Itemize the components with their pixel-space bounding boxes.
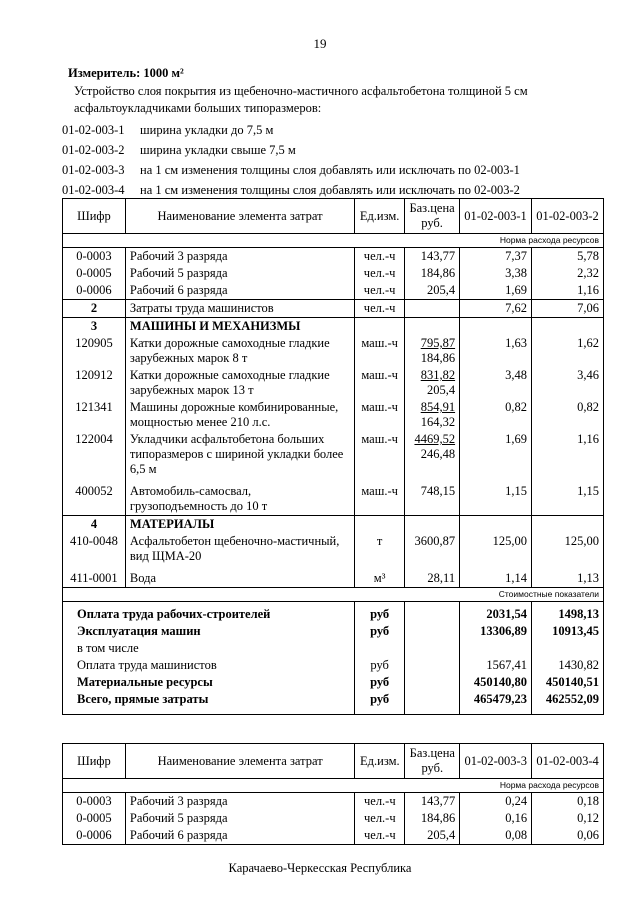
code-id: 01-02-003-4 — [62, 183, 125, 197]
row-value-1: 7,62 — [460, 300, 532, 318]
price-operator: 246,48 — [420, 447, 456, 461]
total-value-2: 462552,09 — [532, 691, 604, 715]
total-name: Материальные ресурсы — [63, 674, 355, 691]
price-operator: 164,32 — [420, 415, 456, 429]
row-name: Укладчики асфальтобетона больших типоразмеров с шириной укладки более 6,5 м — [125, 431, 354, 478]
row-code: 0-0003 — [63, 793, 126, 811]
code-text: ширина укладки до 7,5 м — [140, 123, 274, 137]
table-row-operators — [63, 300, 604, 318]
row-unit: маш.-ч — [355, 431, 405, 478]
row-unit: м³ — [355, 565, 405, 588]
row-value-1: 0,82 — [460, 399, 532, 431]
row-name: Рабочий 3 разряда — [125, 793, 354, 811]
code-text: на 1 см изменения толщины слоя добавлять или исключать по 02-003-2 — [140, 183, 520, 197]
row-unit: маш.-ч — [355, 478, 405, 516]
total-value-2: 1430,82 — [532, 657, 604, 674]
table-row — [63, 335, 604, 367]
row-name: Рабочий 6 разряда — [125, 282, 354, 300]
row-price: 28,11 — [405, 565, 460, 588]
total-row — [63, 691, 604, 715]
header-col-1: 01-02-003-1 — [460, 199, 532, 234]
norm-label-row — [63, 234, 604, 248]
total-name: Оплата труда рабочих-строителей — [63, 602, 355, 624]
row-code: 411-0001 — [63, 565, 126, 588]
row-value-2: 1,16 — [532, 282, 604, 300]
total-value-2 — [532, 640, 604, 657]
row-code: 0-0005 — [63, 810, 126, 827]
total-value-1: 1567,41 — [460, 657, 532, 674]
row-code: 410-0048 — [63, 533, 126, 565]
row-code: 0-0006 — [63, 827, 126, 845]
price-operator: 205,4 — [426, 383, 456, 397]
measure-unit: Измеритель: 1000 м² — [68, 66, 184, 80]
row-name: Вода — [125, 565, 354, 588]
header-unit: Ед.изм. — [355, 199, 405, 234]
price-main: 854,91 — [420, 400, 456, 414]
row-value-2: 0,18 — [532, 793, 604, 811]
total-row — [63, 657, 604, 674]
document-header — [62, 65, 602, 117]
row-unit: маш.-ч — [355, 367, 405, 399]
row-value-2: 1,62 — [532, 335, 604, 367]
section-row-materials — [63, 516, 604, 534]
total-row — [63, 623, 604, 640]
table-row — [63, 810, 604, 827]
table-row — [63, 265, 604, 282]
row-code: 400052 — [63, 478, 126, 516]
total-value-1: 13306,89 — [460, 623, 532, 640]
row-value-2: 1,15 — [532, 478, 604, 516]
row-value-1: 1,69 — [460, 282, 532, 300]
row-value-2: 7,06 — [532, 300, 604, 318]
table-row — [63, 533, 604, 565]
row-unit: маш.-ч — [355, 335, 405, 367]
header-col-2: 01-02-003-4 — [532, 744, 604, 779]
row-code: 0-0006 — [63, 282, 126, 300]
total-value-1: 465479,23 — [460, 691, 532, 715]
total-value-1: 450140,80 — [460, 674, 532, 691]
table-header-row — [63, 744, 604, 779]
row-price: 748,15 — [405, 478, 460, 516]
page-number: 19 — [313, 36, 327, 51]
row-code: 120905 — [63, 335, 126, 367]
code-item — [62, 160, 520, 180]
row-name: Рабочий 5 разряда — [125, 265, 354, 282]
row-unit: чел.-ч — [355, 793, 405, 811]
row-code: 0-0005 — [63, 265, 126, 282]
table-header-row — [63, 199, 604, 234]
cost-label: Стоимостные показатели — [63, 588, 604, 602]
row-value-1: 1,63 — [460, 335, 532, 367]
price-main: 831,82 — [420, 368, 456, 382]
total-value-1 — [460, 640, 532, 657]
table-row — [63, 431, 604, 478]
total-unit: руб — [355, 691, 405, 715]
total-row — [63, 674, 604, 691]
row-value-1: 0,16 — [460, 810, 532, 827]
row-value-2: 0,12 — [532, 810, 604, 827]
row-value-2: 3,46 — [532, 367, 604, 399]
row-name: Катки дорожные самоходные гладкие зарубежных марок 8 т — [125, 335, 354, 367]
row-value-2: 2,32 — [532, 265, 604, 282]
price-operator: 184,86 — [420, 351, 456, 365]
row-value-2: 125,00 — [532, 533, 604, 565]
total-name: Эксплуатация машин — [63, 623, 355, 640]
row-code: 2 — [63, 300, 126, 318]
row-value-1: 1,69 — [460, 431, 532, 478]
header-price: Баз.цена руб. — [405, 744, 460, 779]
resource-table-2 — [62, 743, 604, 845]
row-price: 143,77 — [405, 248, 460, 266]
row-code: 121341 — [63, 399, 126, 431]
total-name: Оплата труда машинистов — [63, 657, 355, 674]
total-row — [63, 640, 604, 657]
row-price — [405, 300, 460, 318]
row-name: Рабочий 5 разряда — [125, 810, 354, 827]
cost-label-row — [63, 588, 604, 602]
total-value-2: 10913,45 — [532, 623, 604, 640]
total-value-2: 1498,13 — [532, 602, 604, 624]
row-unit: чел.-ч — [355, 265, 405, 282]
code-text: ширина укладки свыше 7,5 м — [140, 143, 296, 157]
header-code: Шифр — [63, 744, 126, 779]
row-name: Затраты труда машинистов — [125, 300, 354, 318]
row-value-1: 125,00 — [460, 533, 532, 565]
total-name: Всего, прямые затраты — [63, 691, 355, 715]
price-main: 4469,52 — [414, 432, 456, 446]
table-row — [63, 793, 604, 811]
row-price — [405, 399, 460, 431]
header-col-1: 01-02-003-3 — [460, 744, 532, 779]
table-row — [63, 248, 604, 266]
row-unit: маш.-ч — [355, 399, 405, 431]
section-code: 3 — [63, 318, 126, 336]
header-unit: Ед.изм. — [355, 744, 405, 779]
code-text: на 1 см изменения толщины слоя добавлять или исключать по 02-003-1 — [140, 163, 520, 177]
code-item — [62, 180, 520, 200]
header-col-2: 01-02-003-2 — [532, 199, 604, 234]
total-row — [63, 602, 604, 624]
resource-table-1 — [62, 198, 604, 715]
total-unit: руб — [355, 674, 405, 691]
row-value-2: 0,82 — [532, 399, 604, 431]
region-footer: Карачаево-Черкесская Республика — [228, 861, 412, 875]
row-unit: чел.-ч — [355, 300, 405, 318]
table-row — [63, 399, 604, 431]
header-code: Шифр — [63, 199, 126, 234]
row-price: 3600,87 — [405, 533, 460, 565]
row-value-2: 0,06 — [532, 827, 604, 845]
table-row — [63, 565, 604, 588]
row-unit: чел.-ч — [355, 827, 405, 845]
row-price: 205,4 — [405, 282, 460, 300]
row-value-1: 0,24 — [460, 793, 532, 811]
row-price: 184,86 — [405, 810, 460, 827]
row-name: Машины дорожные комбинированные, мощностью менее 210 л.с. — [125, 399, 354, 431]
total-name: в том числе — [63, 640, 355, 657]
total-value-2: 450140,51 — [532, 674, 604, 691]
row-price: 205,4 — [405, 827, 460, 845]
row-value-1: 7,37 — [460, 248, 532, 266]
row-price — [405, 431, 460, 478]
norm-label-row — [63, 779, 604, 793]
section-title: МАТЕРИАЛЫ — [125, 516, 354, 534]
section-row-machines — [63, 318, 604, 336]
row-name: Катки дорожные самоходные гладкие зарубежных марок 13 т — [125, 367, 354, 399]
price-main: 795,87 — [420, 336, 456, 350]
row-name: Асфальтобетон щебеночно-мастичный, вид ЩМА-20 — [125, 533, 354, 565]
norm-label: Норма расхода ресурсов — [63, 234, 604, 248]
table-row — [63, 282, 604, 300]
total-value-1: 2031,54 — [460, 602, 532, 624]
table-row — [63, 478, 604, 516]
code-item — [62, 140, 520, 160]
work-description: Устройство слоя покрытия из щебеночно-мастичного асфальтобетона толщиной 5 см асфальтоукладчиками больших типоразмеров: — [74, 84, 528, 115]
code-list — [62, 120, 520, 200]
row-value-1: 1,15 — [460, 478, 532, 516]
code-item — [62, 120, 520, 140]
row-code: 0-0003 — [63, 248, 126, 266]
row-unit: чел.-ч — [355, 810, 405, 827]
row-name: Рабочий 6 разряда — [125, 827, 354, 845]
total-unit — [355, 640, 405, 657]
row-value-2: 1,13 — [532, 565, 604, 588]
code-id: 01-02-003-3 — [62, 163, 125, 177]
table-row — [63, 827, 604, 845]
row-unit: т — [355, 533, 405, 565]
row-name: Рабочий 3 разряда — [125, 248, 354, 266]
row-value-1: 3,38 — [460, 265, 532, 282]
row-value-2: 5,78 — [532, 248, 604, 266]
row-value-1: 1,14 — [460, 565, 532, 588]
row-value-1: 0,08 — [460, 827, 532, 845]
norm-label: Норма расхода ресурсов — [63, 779, 604, 793]
section-title: МАШИНЫ И МЕХАНИЗМЫ — [125, 318, 354, 336]
row-price — [405, 367, 460, 399]
row-price — [405, 335, 460, 367]
row-price: 184,86 — [405, 265, 460, 282]
section-code: 4 — [63, 516, 126, 534]
total-unit: руб — [355, 657, 405, 674]
header-price: Баз.цена руб. — [405, 199, 460, 234]
row-unit: чел.-ч — [355, 282, 405, 300]
total-unit: руб — [355, 623, 405, 640]
row-value-1: 3,48 — [460, 367, 532, 399]
header-name: Наименование элемента затрат — [125, 199, 354, 234]
row-code: 120912 — [63, 367, 126, 399]
row-value-2: 1,16 — [532, 431, 604, 478]
table-row — [63, 367, 604, 399]
row-price: 143,77 — [405, 793, 460, 811]
row-unit: чел.-ч — [355, 248, 405, 266]
total-unit: руб — [355, 602, 405, 624]
row-name: Автомобиль-самосвал, грузоподъемность до 10 т — [125, 478, 354, 516]
row-code: 122004 — [63, 431, 126, 478]
code-id: 01-02-003-2 — [62, 143, 125, 157]
header-name: Наименование элемента затрат — [125, 744, 354, 779]
code-id: 01-02-003-1 — [62, 123, 125, 137]
